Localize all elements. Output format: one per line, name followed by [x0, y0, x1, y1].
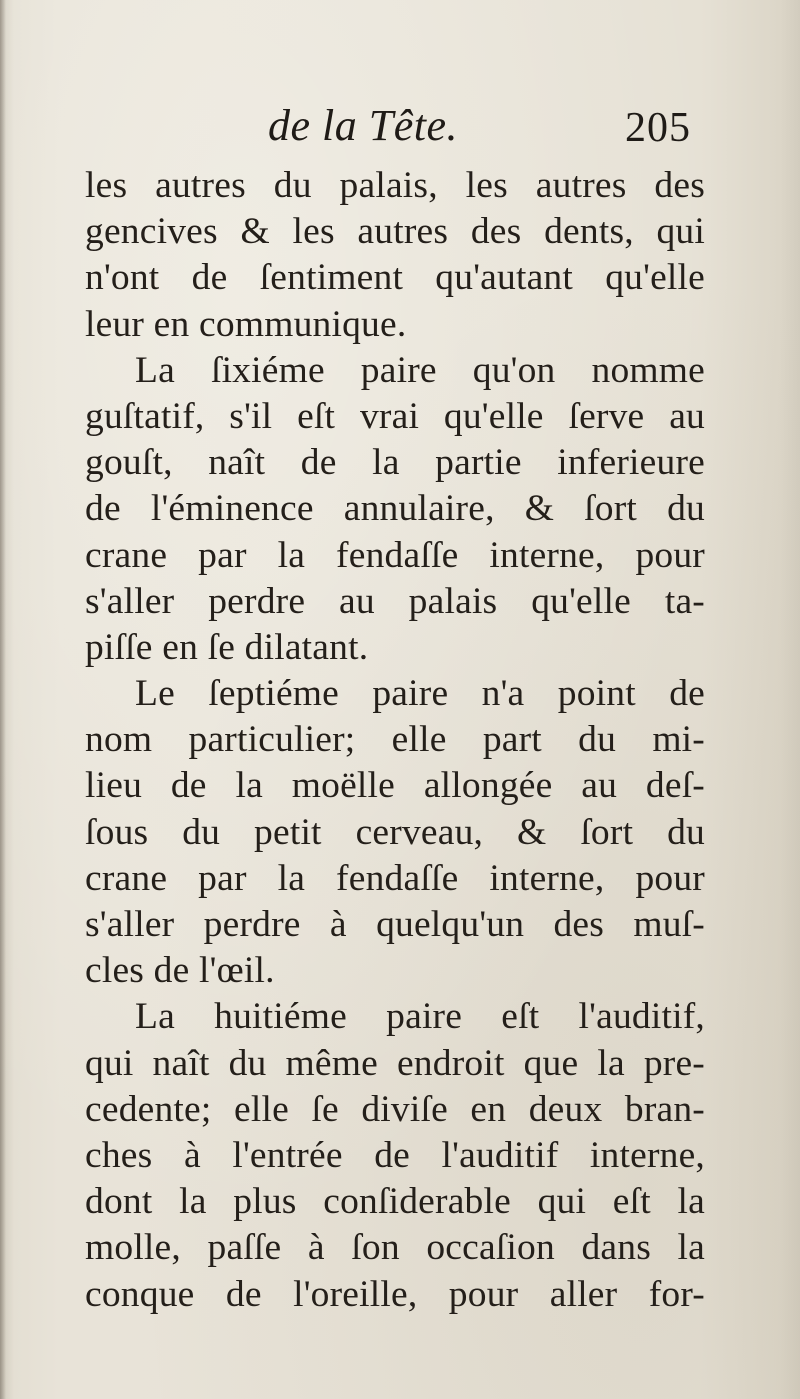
text-line: les autres du palais, les autres des: [85, 165, 705, 206]
text-line: dont la plus conſiderable qui eſt la: [85, 1181, 705, 1223]
text-line: s'aller perdre à quelqu'un des muſ-: [85, 904, 705, 945]
text-line: leur en communique.: [85, 303, 407, 345]
page-header: [0, 100, 800, 150]
text-line: de l'éminence annulaire, & ſort du: [85, 488, 705, 530]
text-line: cles de l'œil.: [85, 950, 275, 992]
text-line: lieu de la moëlle allongée au deſ-: [85, 765, 705, 807]
text-line: piſſe en ſe dilatant.: [85, 626, 369, 668]
text-line: La huitiéme paire eſt l'auditif,: [135, 996, 705, 1038]
text-line: molle, paſſe à ſon occaſion dans la: [85, 1227, 705, 1269]
text-line: s'aller perdre au palais qu'elle ta-: [85, 580, 705, 622]
text-line: cedente; elle ſe diviſe en deux bran-: [85, 1088, 705, 1130]
text-line: ſous du petit cerveau, & ſort du: [85, 811, 705, 853]
page-edge-shadow: [0, 0, 6, 1399]
running-title: de la Tête.: [268, 101, 459, 150]
text-line: guſtatif, s'il eſt vrai qu'elle ſerve au: [85, 395, 705, 437]
text-line: gencives & les autres des dents, qui: [85, 211, 705, 253]
text-line: La ſixiéme paire qu'on nomme: [135, 349, 705, 391]
body-text: [85, 163, 705, 1318]
text-line: crane par la fendaſſe interne, pour: [85, 857, 705, 899]
text-line: gouſt, naît de la partie inferieure: [85, 442, 705, 484]
text-line: conque de l'oreille, pour aller for-: [85, 1273, 705, 1315]
text-line: n'ont de ſentiment qu'autant qu'elle: [85, 257, 705, 299]
page-number: 205: [625, 105, 691, 151]
text-line: crane par la fendaſſe interne, pour: [85, 534, 705, 576]
text-line: nom particulier; elle part du mi-: [85, 719, 705, 761]
text-line: qui naît du même endroit que la pre-: [85, 1042, 705, 1084]
text-line: ches à l'entrée de l'auditif interne,: [85, 1134, 705, 1176]
text-line: Le ſeptiéme paire n'a point de: [135, 673, 705, 715]
